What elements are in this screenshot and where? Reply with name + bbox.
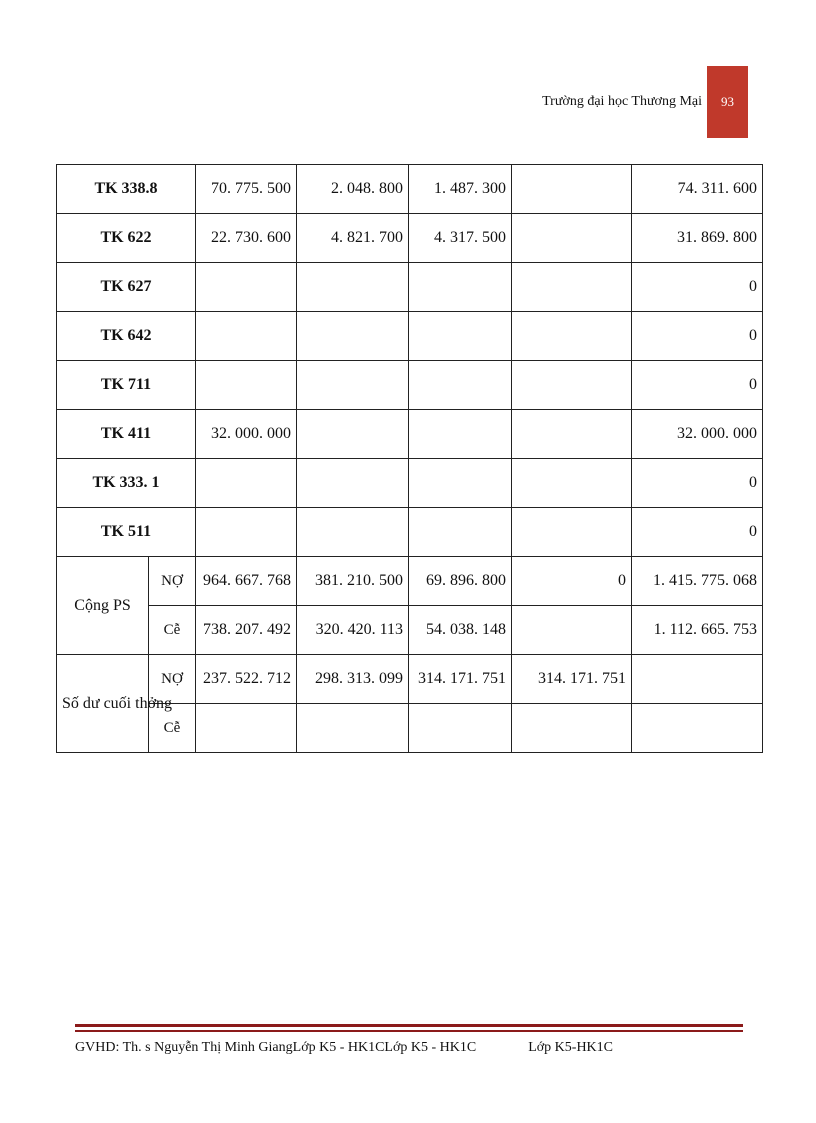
cell-value <box>632 704 763 753</box>
footer-divider <box>75 1024 743 1032</box>
cell-value <box>196 361 297 410</box>
cell-value: 32. 000. 000 <box>196 410 297 459</box>
cell-value <box>297 312 409 361</box>
cell-value <box>512 508 632 557</box>
cong-ps-label: Cộng PS <box>57 557 149 655</box>
cell-value: 314. 171. 751 <box>409 655 512 704</box>
cell-value <box>196 508 297 557</box>
cell-value: 1. 487. 300 <box>409 165 512 214</box>
cell-value <box>196 704 297 753</box>
cell-value <box>297 361 409 410</box>
cell-value: 0 <box>632 508 763 557</box>
cell-value <box>409 410 512 459</box>
table-row <box>57 361 763 410</box>
cell-value <box>196 459 297 508</box>
cell-value: 0 <box>512 557 632 606</box>
footer-instructor: GVHD: Th. s Nguyễn Thị Minh GiangLớp K5 - HK1CLớp K5 - HK1C <box>75 1040 477 1055</box>
cell-value: 54. 038. 148 <box>409 606 512 655</box>
cell-value: 74. 311. 600 <box>632 165 763 214</box>
cell-value: 69. 896. 800 <box>409 557 512 606</box>
cell-value <box>297 704 409 753</box>
so-du-label: Số dư cuối thởng <box>57 655 149 753</box>
cell-value: 1. 112. 665. 753 <box>632 606 763 655</box>
cell-value <box>512 606 632 655</box>
table-row-so-du-no <box>57 655 763 704</box>
cell-value <box>512 214 632 263</box>
cell-value <box>632 655 763 704</box>
cell-value <box>512 704 632 753</box>
footer-class: Lớp K5-HK1C <box>528 1040 614 1055</box>
cell-value <box>512 263 632 312</box>
cell-value: 0 <box>632 312 763 361</box>
page-number-badge: 93 <box>707 66 748 138</box>
cell-value <box>512 410 632 459</box>
cell-value: 2. 048. 800 <box>297 165 409 214</box>
table-row <box>57 214 763 263</box>
table-row-cong-ps-no <box>57 557 763 606</box>
cell-value <box>297 508 409 557</box>
account-label: TK 622 <box>57 214 196 263</box>
cell-value: 0 <box>632 459 763 508</box>
cell-value: 32. 000. 000 <box>632 410 763 459</box>
cell-value <box>409 459 512 508</box>
cell-value: 0 <box>632 263 763 312</box>
footer <box>75 1040 613 1056</box>
cell-value: 298. 313. 099 <box>297 655 409 704</box>
cell-value <box>409 704 512 753</box>
table-row <box>57 410 763 459</box>
table-row <box>57 263 763 312</box>
cell-value: 964. 667. 768 <box>196 557 297 606</box>
ledger-table <box>56 164 763 753</box>
debit-sublabel: NỢ <box>149 655 196 704</box>
cell-value: 4. 821. 700 <box>297 214 409 263</box>
cell-value: 1. 415. 775. 068 <box>632 557 763 606</box>
cell-value <box>297 263 409 312</box>
account-label: TK 511 <box>57 508 196 557</box>
table-row <box>57 312 763 361</box>
cell-value: 70. 775. 500 <box>196 165 297 214</box>
cell-value: 237. 522. 712 <box>196 655 297 704</box>
cell-value: 31. 869. 800 <box>632 214 763 263</box>
cell-value <box>297 459 409 508</box>
credit-sublabel: Cễ <box>149 606 196 655</box>
cell-value: 22. 730. 600 <box>196 214 297 263</box>
account-label: TK 333. 1 <box>57 459 196 508</box>
credit-sublabel: Cễ <box>149 704 196 753</box>
account-label: TK 338.8 <box>57 165 196 214</box>
debit-sublabel: NỢ <box>149 557 196 606</box>
cell-value: 320. 420. 113 <box>297 606 409 655</box>
cell-value <box>409 263 512 312</box>
cell-value <box>409 361 512 410</box>
table-row <box>57 459 763 508</box>
cell-value <box>196 263 297 312</box>
account-label: TK 411 <box>57 410 196 459</box>
table-row-cong-ps-co <box>57 606 763 655</box>
cell-value <box>196 312 297 361</box>
cell-value <box>512 361 632 410</box>
cell-value: 0 <box>632 361 763 410</box>
cell-value: 4. 317. 500 <box>409 214 512 263</box>
table-row <box>57 508 763 557</box>
account-label: TK 642 <box>57 312 196 361</box>
cell-value: 738. 207. 492 <box>196 606 297 655</box>
cell-value <box>512 165 632 214</box>
account-label: TK 627 <box>57 263 196 312</box>
account-label: TK 711 <box>57 361 196 410</box>
cell-value <box>297 410 409 459</box>
cell-value <box>409 312 512 361</box>
cell-value: 314. 171. 751 <box>512 655 632 704</box>
cell-value <box>512 312 632 361</box>
header-school-name: Trường đại học Thương Mại <box>542 94 702 109</box>
cell-value: 381. 210. 500 <box>297 557 409 606</box>
cell-value <box>409 508 512 557</box>
cell-value <box>512 459 632 508</box>
table-row <box>57 165 763 214</box>
